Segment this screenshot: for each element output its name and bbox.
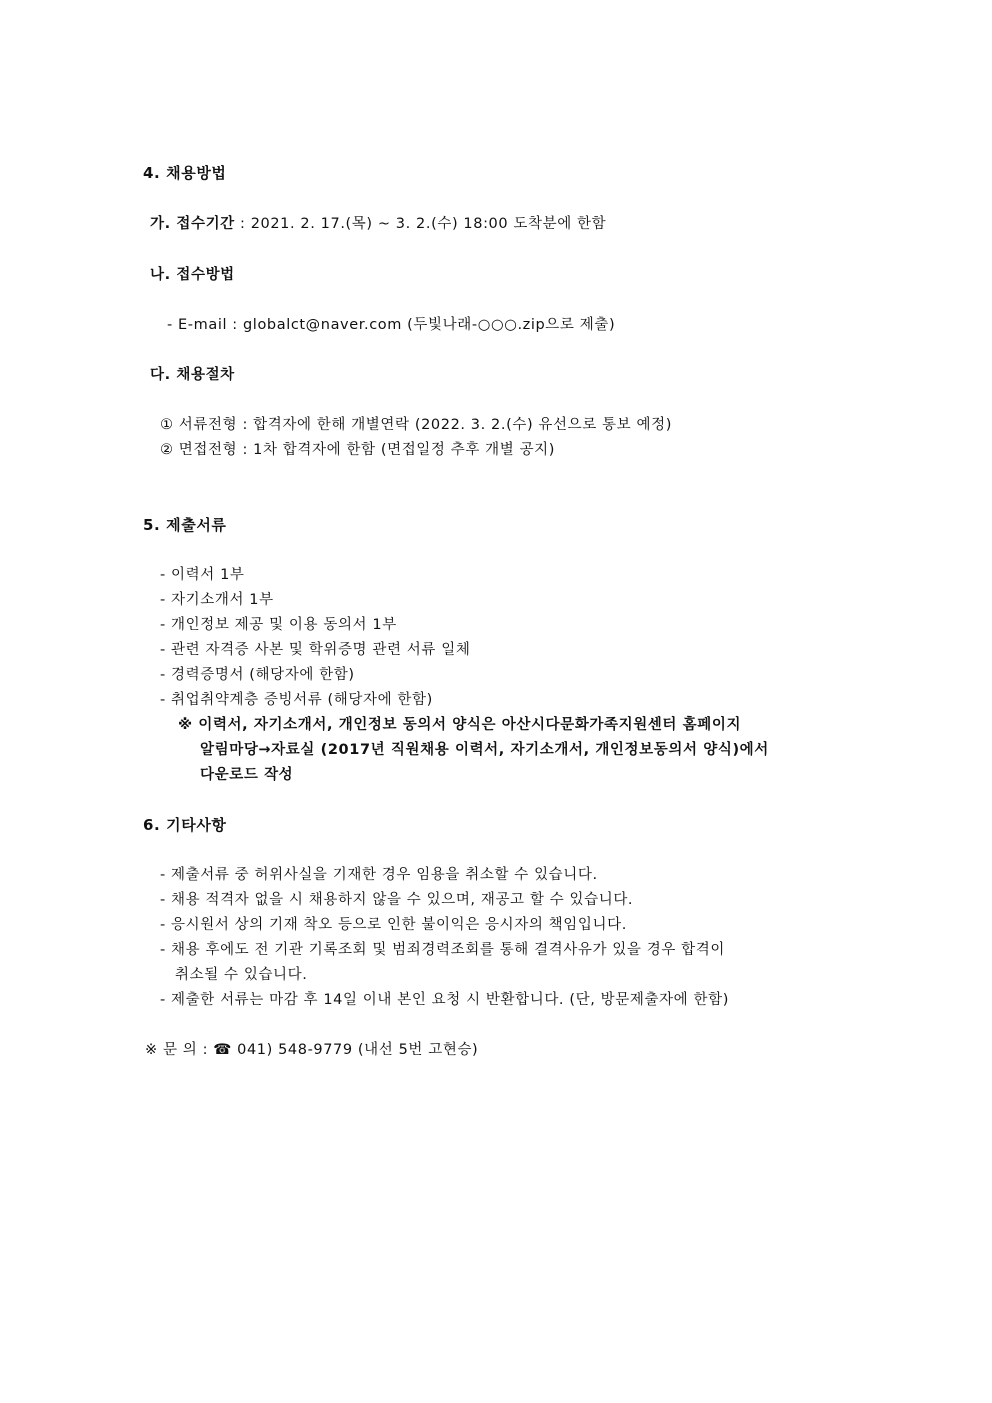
section-5-title: 5. 제출서류 — [143, 516, 227, 534]
list-item: - 취업취약계층 증빙서류 (해당자에 한함) — [160, 692, 433, 708]
receipt-method-label: 나. 접수방법 — [150, 267, 235, 283]
form-note-line: 다운로드 작성 — [200, 767, 294, 783]
list-item: - 제출한 서류는 마감 후 14일 이내 본인 요청 시 반환합니다. (단, 방문제출자에 한함) — [160, 992, 729, 1008]
receipt-period — [150, 214, 606, 234]
receipt-period-label: 가. 접수기간 — [150, 216, 235, 232]
list-item: - 채용 적격자 없을 시 채용하지 않을 수 있으며, 재공고 할 수 있습니다. — [160, 892, 634, 908]
list-item: - 자기소개서 1부 — [160, 592, 274, 608]
section-6-title: 6. 기타사항 — [143, 816, 227, 834]
list-item: - 제출서류 중 허위사실을 기재한 경우 임용을 취소할 수 있습니다. — [160, 867, 598, 883]
list-item: - 경력증명서 (해당자에 한함) — [160, 667, 355, 683]
list-item: - 응시원서 상의 기재 착오 등으로 인한 불이익은 응시자의 책임입니다. — [160, 917, 627, 933]
contact-info: ※ 문 의 : ☎ 041) 548-9779 (내선 5번 고현승) — [145, 1042, 479, 1058]
section-4-title: 4. 채용방법 — [143, 164, 227, 182]
hiring-procedure-label: 다. 채용절차 — [150, 367, 235, 383]
procedure-step-document: ① 서류전형 : 합격자에 한해 개별연락 (2022. 3. 2.(수) 유선으로 통보 예정) — [160, 417, 672, 433]
list-item: - 이력서 1부 — [160, 567, 245, 583]
form-note-line: 알림마당→자료실 (2017년 직원채용 이력서, 자기소개서, 개인정보동의서 양식)에서 — [200, 742, 769, 758]
list-item: - 채용 후에도 전 기관 기록조회 및 범죄경력조회를 통해 결격사유가 있을 경우 합격이 — [160, 942, 725, 958]
list-item-continuation: 취소될 수 있습니다. — [175, 967, 308, 983]
receipt-method-text: - E-mail : globalct@naver.com (두빛나래-○○○.zip으로 제출) — [167, 317, 616, 333]
procedure-step-interview: ② 면접전형 : 1차 합격자에 한함 (면접일정 추후 개별 공지) — [160, 442, 556, 458]
form-note-line: ※ 이력서, 자기소개서, 개인정보 동의서 양식은 아산시다문화가족지원센터 홈페이지 — [178, 717, 742, 733]
receipt-period-text: : 2021. 2. 17.(목) ~ 3. 2.(수) 18:00 도착분에 한함 — [234, 216, 607, 232]
list-item: - 개인정보 제공 및 이용 동의서 1부 — [160, 617, 397, 633]
list-item: - 관련 자격증 사본 및 학위증명 관련 서류 일체 — [160, 642, 471, 658]
